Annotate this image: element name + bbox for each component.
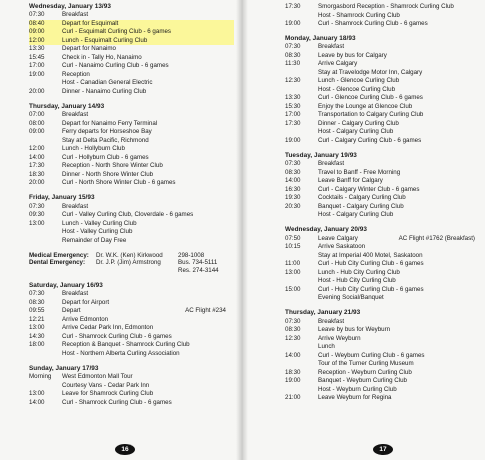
event-description: Breakfast [62, 111, 89, 119]
event-description: Host - Calgary Curling Club [318, 211, 394, 219]
event-time: 07:30 [29, 202, 45, 210]
event-description: Depart for Nanaimo [62, 45, 116, 53]
emergency-row [29, 252, 234, 259]
schedule-row [285, 286, 483, 295]
schedule-row [285, 352, 483, 361]
event-description: Reception & Banquet - Shamrock Curling Club [62, 341, 190, 349]
event-description: Host - Calgary Curling Club [318, 128, 394, 136]
schedule-row [29, 137, 234, 146]
event-description: Curl - Shamrock Curling Club - 6 games [62, 332, 172, 340]
event-time: 13:00 [29, 324, 45, 332]
schedule-row [285, 69, 483, 78]
event-time [285, 12, 318, 21]
schedule-row [29, 399, 234, 408]
schedule-day [29, 194, 234, 245]
event-description: Reception [62, 70, 90, 78]
event-time [285, 386, 318, 395]
event-time: 20:30 [285, 202, 301, 210]
event-description: Dinner - Calgary Curling Club [318, 119, 399, 127]
event-description: Courtesy Vans - Cedar Park Inn [62, 381, 150, 389]
event-description: Host - Northern Alberta Curling Association [62, 349, 180, 357]
highlighted-schedule-row [29, 28, 234, 37]
schedule-row [29, 228, 234, 237]
schedule-row [285, 318, 483, 327]
emergency-label: Medical Emergency: [29, 251, 89, 259]
event-time [285, 211, 318, 220]
schedule-row [29, 145, 234, 154]
schedule-row [29, 211, 234, 220]
schedule-row [29, 333, 234, 342]
event-description: Check in - Tally Ho, Nanaimo [62, 53, 142, 61]
schedule-row [29, 373, 234, 382]
schedule-row [29, 237, 234, 246]
highlighted-schedule-row [29, 37, 234, 46]
event-description: Breakfast [62, 11, 89, 19]
schedule-row [285, 43, 483, 52]
event-time: 09:55 [29, 307, 45, 315]
schedule-row [285, 269, 483, 278]
schedule-row [285, 194, 483, 203]
event-time: 15:45 [29, 53, 45, 61]
event-description: Host - Shamrock Curling Club [318, 11, 400, 19]
schedule-row [285, 394, 483, 403]
schedule-row [285, 169, 483, 178]
schedule-row [285, 277, 483, 286]
phone-number: Bus. 734-5111 [178, 259, 218, 267]
day-title: Wednesday, January 20/93 [285, 226, 367, 234]
phone-number: 298-1008 [178, 251, 205, 259]
event-time [285, 343, 318, 352]
event-description: Breakfast [62, 290, 89, 298]
schedule-row [29, 316, 234, 325]
schedule-row [29, 128, 234, 137]
event-time: 14:30 [29, 332, 45, 340]
schedule-day [285, 152, 483, 220]
event-description: Reception - North Shore Winter Club [62, 162, 163, 170]
event-time [29, 79, 62, 88]
event-description: Curl - Esquimalt Curling Club - 6 games [62, 28, 234, 37]
event-time: 15:30 [285, 102, 301, 110]
event-description: Depart for Esquimalt [62, 20, 234, 29]
event-time: 19:00 [29, 70, 45, 78]
schedule-row [285, 77, 483, 86]
schedule-row [29, 71, 234, 80]
event-description: Reception - Weyburn Curling Club [318, 368, 412, 376]
schedule-row [285, 103, 483, 112]
event-description: Arrive Saskatoon [318, 243, 366, 251]
event-description: West Edmonton Mall Tour [62, 373, 133, 381]
schedule-row [29, 79, 234, 88]
schedule-row [285, 120, 483, 129]
event-time: 20:00 [29, 87, 45, 95]
doctor-name [96, 267, 178, 274]
event-description: Host - Valley Curling Club [62, 228, 133, 236]
event-time: 07:50 [285, 234, 301, 242]
schedule-row [285, 211, 483, 220]
event-description: Curl - Hollyburn Club - 6 games [62, 153, 149, 161]
schedule-row [29, 179, 234, 188]
schedule-row [29, 220, 234, 229]
schedule-row [29, 382, 234, 391]
event-time [285, 86, 318, 95]
event-description: Curl - Shamrock Curling Club - 6 games [318, 20, 428, 27]
event-description: Travel to Banff - Free Morning [318, 168, 401, 176]
flight-note: AC Flight #1762 (Breakfast) [398, 234, 475, 242]
schedule-row [29, 120, 234, 129]
schedule-day [285, 3, 483, 29]
schedule-day [285, 309, 483, 402]
schedule-row [29, 62, 234, 71]
event-time: 07:30 [29, 290, 45, 298]
schedule-day [29, 103, 234, 188]
event-description: Breakfast [318, 317, 345, 325]
page-number-left: 16 [115, 444, 135, 455]
schedule-row [285, 360, 483, 369]
left-page [0, 0, 236, 460]
event-time: 13:30 [285, 94, 301, 102]
event-time: 17:00 [29, 62, 45, 70]
event-time: 19:30 [285, 194, 301, 202]
event-description: Lunch - Glencoe Curling Club [318, 77, 400, 85]
schedule-day [29, 3, 234, 96]
event-time [29, 137, 62, 146]
schedule-row [285, 186, 483, 195]
day-title: Monday, January 18/93 [285, 35, 356, 42]
event-time: 08:30 [29, 298, 45, 306]
event-time: 14:00 [29, 153, 45, 161]
event-time: 10:15 [285, 243, 301, 251]
schedule-row [29, 324, 234, 333]
flight-note: AC Flight #234 [185, 307, 226, 315]
schedule-row [29, 154, 234, 163]
event-description: Lunch - Esquimalt Curling Club [62, 37, 234, 46]
schedule-row [29, 350, 234, 359]
event-description: Curl - Shamrock Curling Club - 6 games [62, 398, 172, 406]
schedule-row [285, 137, 483, 146]
highlighted-schedule-row [29, 20, 234, 29]
event-time: 13:00 [29, 219, 45, 227]
event-description: Stay at Delta Pacific, Richmond [62, 136, 149, 144]
event-description: Leave Weyburn for Regina [318, 394, 392, 402]
event-time: 18:30 [29, 170, 45, 178]
schedule-day [29, 282, 234, 358]
event-time [29, 237, 62, 246]
event-description: Cocktails - Calgary Curling Club [318, 194, 406, 202]
event-time: 14:00 [285, 351, 301, 359]
event-time: 08:40 [29, 20, 62, 29]
event-time: 11:30 [285, 60, 301, 68]
event-time: 09:00 [29, 28, 62, 37]
day-title: Thursday, January 14/93 [29, 102, 105, 110]
event-description: Transportation to Calgary Curling Club [318, 111, 424, 119]
schedule-day [285, 35, 483, 145]
schedule-row [29, 203, 234, 212]
event-time: 08:30 [285, 168, 301, 176]
event-description: Leave by bus for Calgary [318, 51, 387, 59]
event-time [285, 360, 318, 369]
event-time [285, 252, 318, 261]
emergency-row [29, 267, 234, 274]
schedule-row [285, 94, 483, 103]
event-description: Smorgasbord Reception - Shamrock Curling Club [318, 3, 454, 10]
event-time: 07:00 [29, 111, 45, 119]
event-description: Arrive Cedar Park Inn, Edmonton [62, 324, 154, 332]
schedule-row [285, 52, 483, 61]
event-description: Lunch - Hollyburn Club [62, 145, 125, 153]
event-time: 12:00 [29, 145, 45, 153]
schedule-row [285, 128, 483, 137]
event-time: 14:00 [29, 398, 45, 406]
schedule-row [285, 335, 483, 344]
event-time [29, 228, 62, 237]
schedule-row [29, 111, 234, 120]
event-description: Host - Hub City Curling Club [318, 277, 396, 285]
schedule-row [29, 171, 234, 180]
event-time: 17:30 [285, 119, 301, 127]
event-time: 14:00 [285, 177, 301, 185]
event-description: Banquet - Weyburn Curling Club [318, 377, 407, 385]
event-description: Curl - Valley Curling Club, Cloverdale - 6 games [62, 211, 194, 219]
event-time: 20:00 [29, 179, 45, 187]
event-description: Curl - Nanaimo Curling Club - 6 games [62, 62, 169, 70]
doctor-name: Dr. J.P. (Jim) Armstrong [96, 259, 161, 267]
schedule-row [29, 290, 234, 299]
schedule-row [29, 45, 234, 54]
event-time: 09:00 [29, 128, 45, 136]
schedule-row [29, 11, 234, 20]
event-time: 13:00 [29, 390, 45, 398]
doctor-name: Dr. W.K. (Ken) Kirkwood [96, 251, 163, 259]
schedule-row [285, 377, 483, 386]
event-description: Remainder of Day Free [62, 236, 127, 244]
schedule-row [285, 12, 483, 21]
schedule-row [29, 299, 234, 308]
event-description: Breakfast [62, 202, 89, 210]
event-time: 07:30 [285, 160, 301, 168]
event-time: 19:00 [285, 20, 301, 27]
event-description: Host - Canadian General Electric [62, 79, 153, 87]
day-title: Friday, January 15/93 [29, 194, 95, 202]
event-time: 17:30 [29, 162, 45, 170]
schedule-row [285, 386, 483, 395]
event-time: 11:00 [285, 260, 301, 268]
event-description: Arrive Edmonton [62, 315, 109, 323]
event-time [285, 128, 318, 137]
event-time: 13:00 [285, 268, 301, 276]
day-title: Sunday, January 17/93 [29, 364, 99, 372]
event-description: Breakfast [318, 43, 345, 51]
emergency-label [29, 267, 96, 274]
event-description: Lunch - Hub City Curling Club [318, 268, 400, 276]
right-page-content [285, 3, 483, 409]
event-description: Curl - Calgary Curling Club - 6 games [318, 136, 422, 144]
schedule-row [285, 235, 483, 244]
event-description: Curl - Calgary Winter Club - 6 games [318, 185, 420, 193]
event-time: 18:00 [29, 341, 45, 349]
schedule-row [285, 160, 483, 169]
event-time [285, 69, 318, 78]
event-description: Lunch - Valley Curling Club [62, 219, 137, 227]
page-number-right: 17 [373, 444, 393, 455]
event-time: 18:30 [285, 368, 301, 376]
event-description: Curl - Weyburn Curling Club - 6 games [318, 351, 425, 359]
event-time: 08:30 [285, 51, 301, 59]
left-page-content [29, 3, 234, 414]
event-description: Arrive Calgary [318, 60, 358, 68]
event-time: Morning [29, 373, 52, 381]
event-time: 12:00 [29, 37, 62, 46]
event-description: Curl - North Shore Winter Club - 6 games [62, 179, 176, 187]
schedule-row [29, 307, 234, 316]
event-description: Lunch [318, 343, 335, 351]
event-time: 17:00 [285, 111, 301, 119]
event-description: Depart for Nanaimo Ferry Terminal [62, 119, 158, 127]
event-description: Leave Banff for Calgary [318, 177, 383, 185]
event-description: Depart for Airport [62, 298, 110, 306]
event-description: Breakfast [318, 160, 345, 168]
event-description: Arrive Weyburn [318, 334, 361, 342]
emergency-contacts [29, 252, 234, 274]
schedule-row [285, 203, 483, 212]
schedule-row [285, 60, 483, 69]
event-time: 08:00 [29, 119, 45, 127]
event-time: 16:30 [285, 185, 301, 193]
event-time: 08:30 [285, 326, 301, 334]
event-description: Curl - Hub City Curling Club - 6 games [318, 285, 424, 293]
schedule-row [285, 252, 483, 261]
event-description: Curl - Hub City Curling Club - 6 games [318, 260, 424, 268]
event-description: Host - Weyburn Curling Club [318, 385, 397, 393]
event-description: Tour of the Turner Curling Museum [318, 360, 414, 368]
event-description: Depart [62, 307, 81, 315]
event-time [29, 350, 62, 359]
schedule-row [29, 162, 234, 171]
schedule-row [285, 3, 483, 12]
schedule-row [285, 177, 483, 186]
schedule-row [285, 343, 483, 352]
phone-number: Res. 274-3144 [178, 266, 219, 274]
schedule-row [285, 243, 483, 252]
event-description: Dinner - Nanaimo Curling Club [62, 87, 147, 95]
event-description: Enjoy the Lounge at Glencoe Club [318, 102, 413, 110]
schedule-row [285, 326, 483, 335]
emergency-label: Dental Emergency: [29, 259, 86, 267]
event-time: 09:30 [29, 211, 45, 219]
event-description: Dinner - North Shore Winter Club [62, 170, 154, 178]
event-time [285, 277, 318, 286]
event-time [285, 294, 318, 303]
event-time: 07:30 [29, 11, 45, 19]
event-time: 07:30 [285, 317, 301, 325]
schedule-row [29, 341, 234, 350]
schedule-row [29, 88, 234, 97]
event-time: 12:21 [29, 315, 45, 323]
day-title: Thursday, January 21/93 [285, 309, 361, 317]
event-time: 13:30 [29, 45, 45, 53]
schedule-row [29, 390, 234, 399]
event-description: Leave for Shamrock Curling Club [62, 390, 154, 398]
schedule-row [285, 369, 483, 378]
event-time [29, 382, 62, 391]
event-description: Stay at Travelodge Motor Inn, Calgary [318, 68, 423, 76]
event-time: 19:00 [285, 377, 301, 385]
event-description: Evening Social/Banquet [318, 294, 384, 302]
schedule-row [285, 20, 483, 29]
event-time: 17:30 [285, 3, 301, 10]
day-title: Wednesday, January 13/93 [29, 3, 111, 10]
schedule-row [285, 86, 483, 95]
event-description: Ferry departs for Horseshoe Bay [62, 128, 152, 136]
schedule-day [285, 226, 483, 302]
event-time: 12:30 [285, 334, 301, 342]
day-title: Tuesday, January 19/93 [285, 151, 357, 159]
schedule-row [285, 294, 483, 303]
event-description: Stay at Imperial 400 Motel, Saskatoon [318, 251, 423, 259]
event-description: Curl - Glencoe Curling Club - 6 games [318, 94, 423, 102]
emergency-row [29, 259, 234, 266]
event-time: 21:00 [285, 394, 301, 402]
book-gutter [236, 0, 248, 460]
event-time: 12:30 [285, 77, 301, 85]
event-time: 15:00 [285, 285, 301, 293]
schedule-day [29, 365, 234, 407]
right-page [248, 0, 485, 460]
event-description: Host - Glencoe Curling Club [318, 85, 396, 93]
schedule-row [285, 111, 483, 120]
event-time: 07:30 [285, 43, 301, 51]
event-description: Leave by bus for Weyburn [318, 326, 391, 334]
day-title: Saturday, January 16/93 [29, 281, 103, 289]
event-description: Leave Calgary [318, 234, 358, 242]
event-time: 19:00 [285, 136, 301, 144]
event-description: Banquet - Calgary Curling Club [318, 202, 404, 210]
schedule-row [285, 260, 483, 269]
schedule-row [29, 54, 234, 63]
